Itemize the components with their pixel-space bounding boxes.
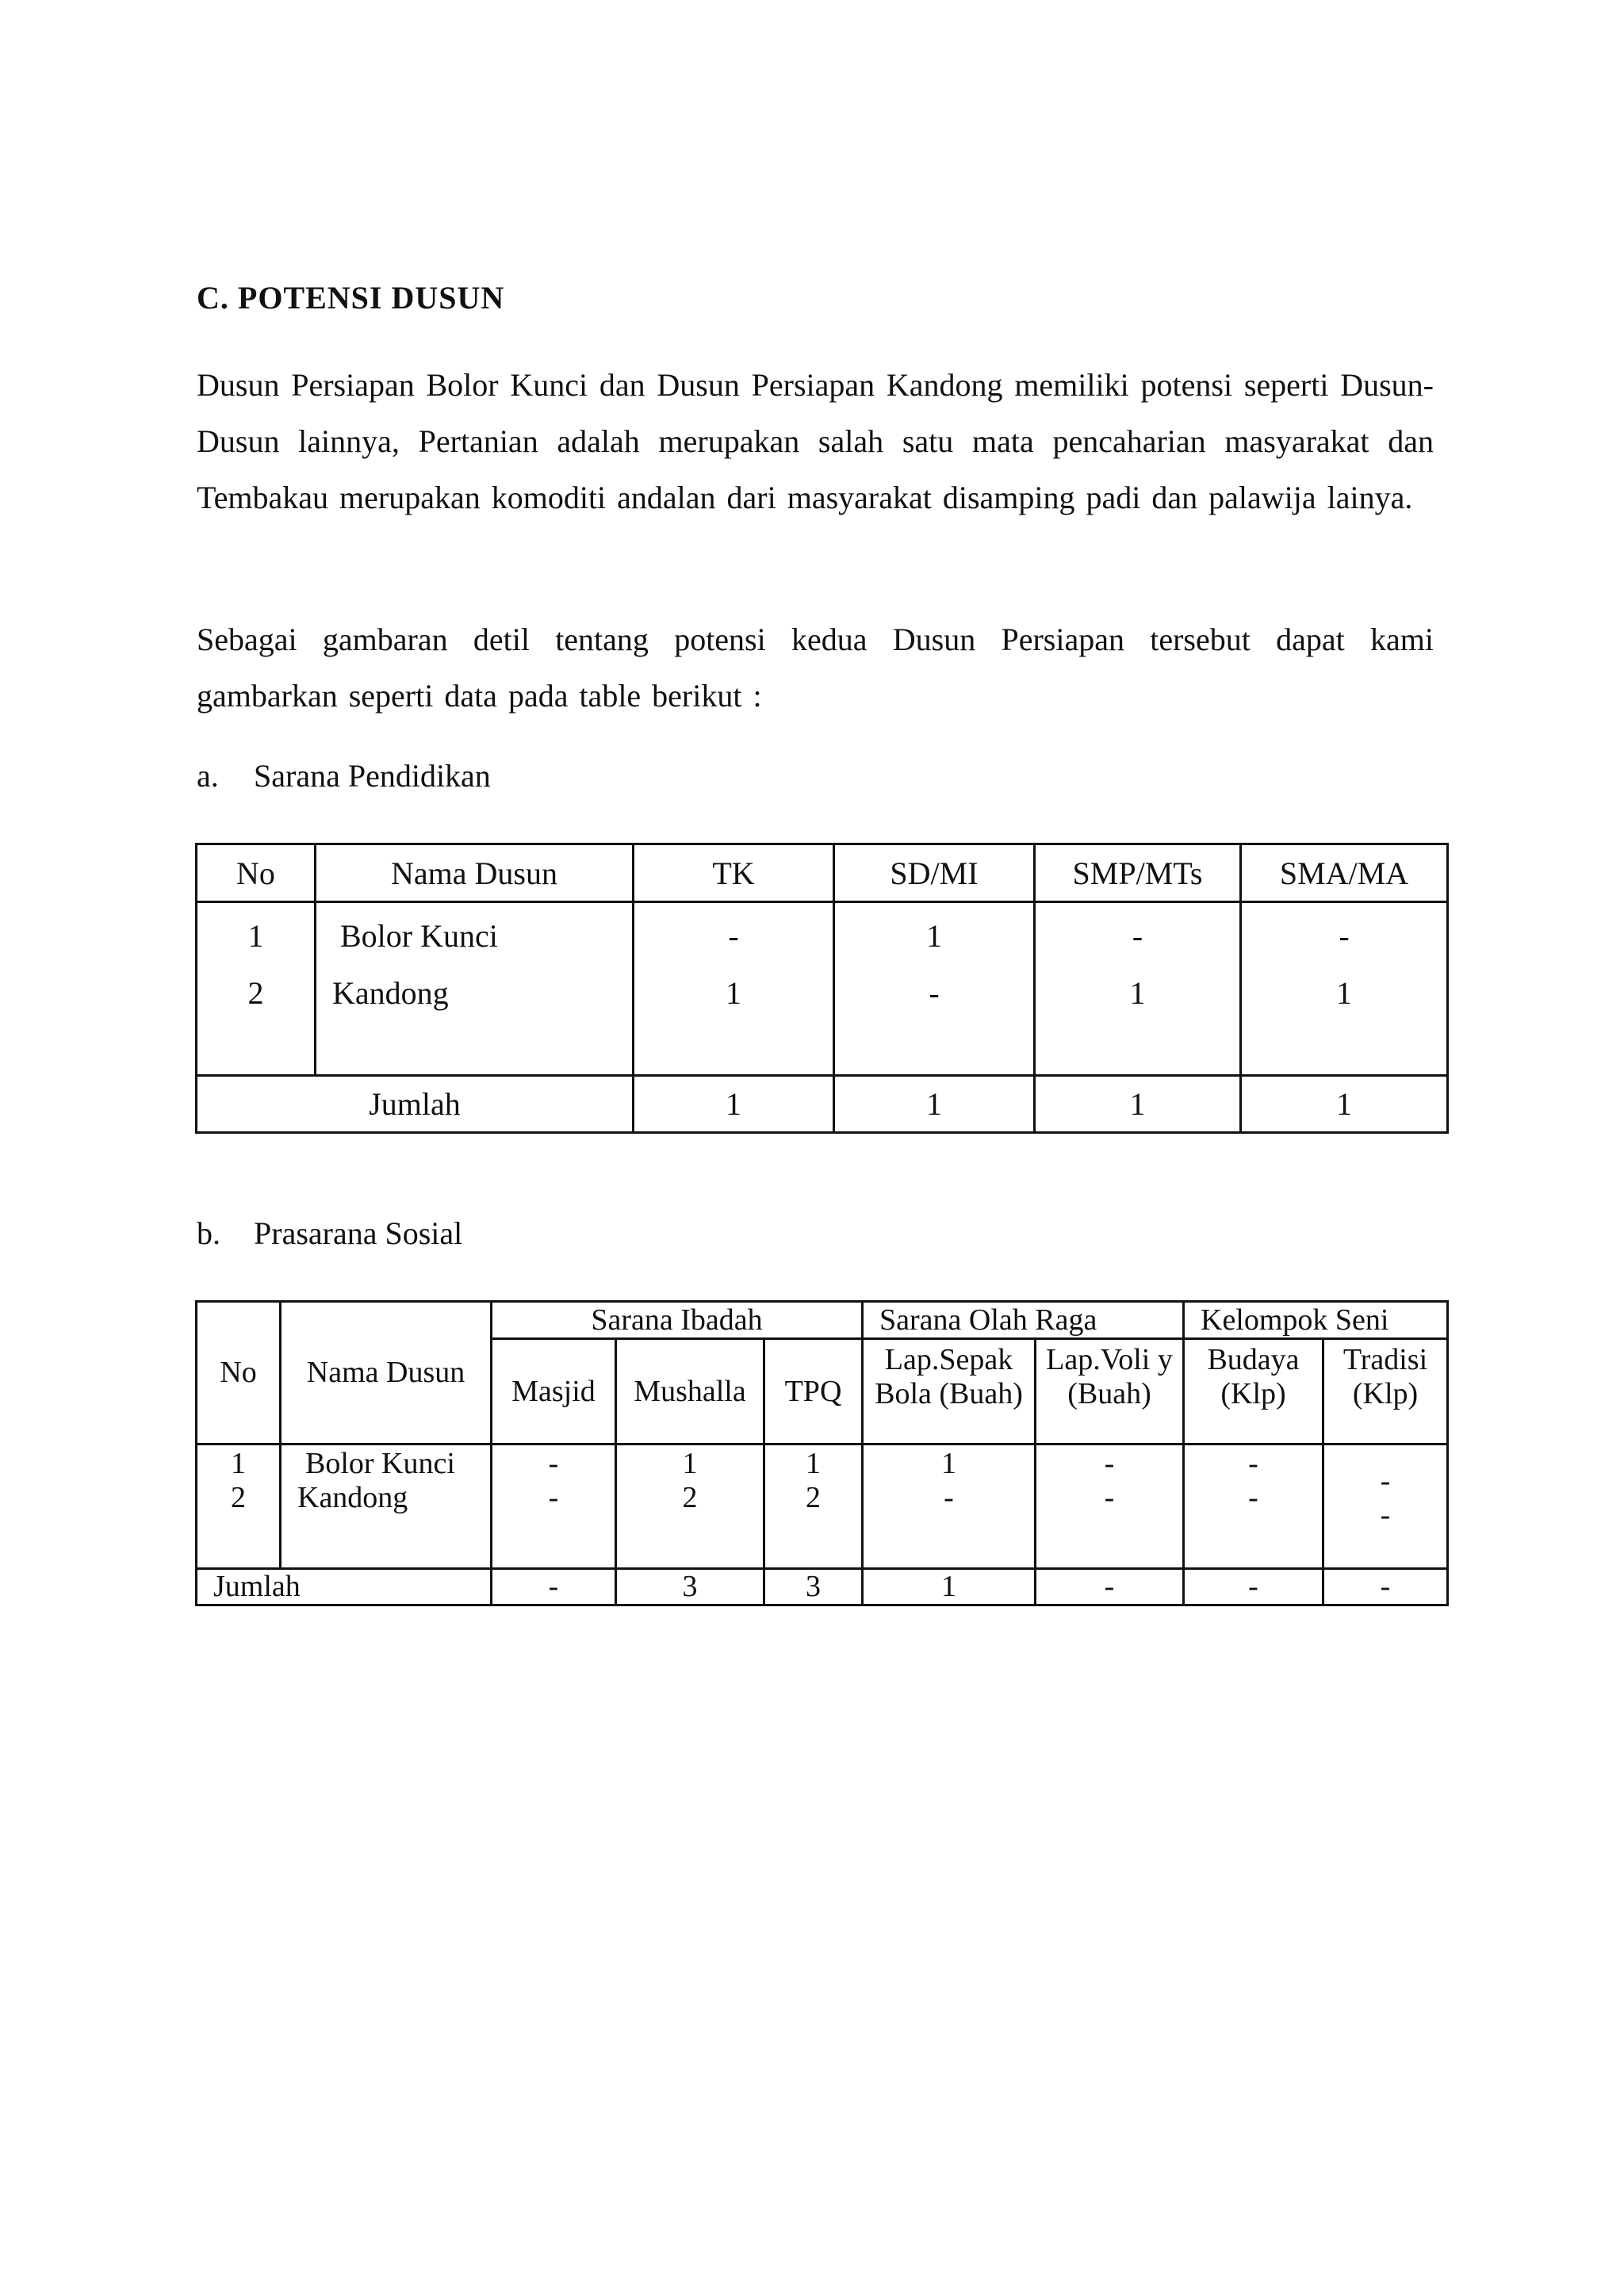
cell-nama-dusun bbox=[316, 902, 634, 1076]
total-label: Jumlah bbox=[197, 1076, 634, 1133]
table-sarana-pendidikan bbox=[195, 843, 1449, 1134]
subheading-label: a. bbox=[197, 758, 219, 794]
header-tpq: TPQ bbox=[764, 1339, 863, 1445]
cell-voli-2: - bbox=[1104, 1481, 1115, 1514]
cell-no-2: 2 bbox=[231, 1481, 246, 1514]
cell-sd-2: - bbox=[929, 975, 940, 1011]
cell-mushalla-1: 1 bbox=[682, 1447, 698, 1480]
cell-sepak-1: 1 bbox=[941, 1447, 956, 1480]
cell-tpq bbox=[764, 1445, 863, 1569]
paragraph-intro: Dusun Persiapan Bolor Kunci dan Dusun Persiapan Kandong memiliki potensi seperti Dusun-Dusun lainnya, Pertanian adalah merupakan salah satu mata pencaharian masyarakat dan Tembakau merupakan komoditi andalan dari masyarakat disamping padi dan palawija lainya. bbox=[197, 367, 1434, 515]
total-tk: 1 bbox=[634, 1076, 834, 1133]
cell-sma-2: 1 bbox=[1336, 975, 1352, 1011]
cell-budaya-2: - bbox=[1248, 1481, 1258, 1514]
total-label: Jumlah bbox=[197, 1569, 492, 1605]
subheading-label: b. bbox=[197, 1215, 220, 1251]
header-lap-sepak-bola: Lap.Sepak Bola (Buah) bbox=[863, 1339, 1036, 1445]
table-body-row bbox=[197, 1445, 1448, 1569]
cell-nama-dusun bbox=[281, 1445, 492, 1569]
total-tpq: 3 bbox=[764, 1569, 863, 1605]
cell-budaya-1: - bbox=[1248, 1447, 1258, 1480]
header-budaya: Budaya (Klp) bbox=[1184, 1339, 1323, 1445]
subheading-title: Prasarana Sosial bbox=[254, 1215, 463, 1251]
cell-sepak-2: - bbox=[944, 1481, 954, 1514]
table-group-header-row bbox=[197, 1302, 1448, 1339]
cell-tpq-2: 2 bbox=[806, 1481, 821, 1514]
header-sarana-ibadah: Sarana Ibadah bbox=[492, 1302, 863, 1339]
cell-sma-1: - bbox=[1339, 918, 1350, 954]
header-sarana-olah-raga: Sarana Olah Raga bbox=[863, 1302, 1184, 1339]
total-masjid: - bbox=[492, 1569, 616, 1605]
subheading-title: Sarana Pendidikan bbox=[254, 758, 491, 794]
header-nama-dusun: Nama Dusun bbox=[281, 1302, 492, 1445]
cell-mushalla-2: 2 bbox=[682, 1481, 698, 1514]
table-total-row bbox=[197, 1569, 1448, 1605]
header-mushalla: Mushalla bbox=[616, 1339, 764, 1445]
total-voli: - bbox=[1036, 1569, 1184, 1605]
cell-no bbox=[197, 1445, 281, 1569]
header-smp-mts: SMP/MTs bbox=[1035, 844, 1241, 902]
table-prasarana-sosial bbox=[195, 1300, 1449, 1606]
cell-sepak bbox=[863, 1445, 1036, 1569]
cell-no-1: 1 bbox=[247, 918, 264, 954]
cell-tk-1: - bbox=[728, 918, 739, 954]
paragraph-table-intro: Sebagai gambaran detil tentang potensi kedua Dusun Persiapan tersebut dapat kami gambarkan seperti data pada table berikut : bbox=[197, 622, 1434, 714]
cell-voli bbox=[1036, 1445, 1184, 1569]
total-smp: 1 bbox=[1035, 1076, 1241, 1133]
total-sd: 1 bbox=[834, 1076, 1035, 1133]
cell-sd-1: 1 bbox=[926, 918, 942, 954]
total-budaya: - bbox=[1184, 1569, 1323, 1605]
header-tk: TK bbox=[634, 844, 834, 902]
cell-smp bbox=[1035, 902, 1241, 1076]
total-sma: 1 bbox=[1241, 1076, 1448, 1133]
cell-smp-1: - bbox=[1132, 918, 1143, 954]
cell-voli-1: - bbox=[1104, 1447, 1115, 1480]
cell-tk-2: 1 bbox=[726, 975, 741, 1011]
header-sma-ma: SMA/MA bbox=[1241, 844, 1448, 902]
cell-name-1: Bolor Kunci bbox=[340, 918, 498, 954]
cell-name-2: Kandong bbox=[332, 975, 449, 1011]
cell-name-1: Bolor Kunci bbox=[305, 1447, 455, 1480]
cell-no bbox=[197, 902, 316, 1076]
cell-mushalla bbox=[616, 1445, 764, 1569]
cell-tradisi-2: - bbox=[1380, 1498, 1391, 1532]
cell-name-2: Kandong bbox=[297, 1481, 408, 1514]
total-mushalla: 3 bbox=[616, 1569, 764, 1605]
subheading-sarana-pendidikan bbox=[197, 757, 491, 794]
cell-budaya bbox=[1184, 1445, 1323, 1569]
cell-tk bbox=[634, 902, 834, 1076]
header-no: No bbox=[197, 1302, 281, 1445]
table-body-row bbox=[197, 902, 1448, 1076]
table-header-row bbox=[197, 844, 1448, 902]
cell-tradisi bbox=[1323, 1445, 1448, 1569]
total-sepak: 1 bbox=[863, 1569, 1036, 1605]
cell-tpq-1: 1 bbox=[806, 1447, 821, 1480]
table-total-row bbox=[197, 1076, 1448, 1133]
header-nama-dusun: Nama Dusun bbox=[316, 844, 634, 902]
cell-tradisi-1: - bbox=[1380, 1464, 1391, 1498]
header-no: No bbox=[197, 844, 316, 902]
header-sd-mi: SD/MI bbox=[834, 844, 1035, 902]
cell-masjid-2: - bbox=[548, 1481, 559, 1514]
cell-sma bbox=[1241, 902, 1448, 1076]
subheading-prasarana-sosial bbox=[197, 1215, 462, 1252]
header-kelompok-seni: Kelompok Seni bbox=[1184, 1302, 1448, 1339]
cell-masjid bbox=[492, 1445, 616, 1569]
section-heading: C. POTENSI DUSUN bbox=[197, 280, 505, 316]
total-tradisi: - bbox=[1323, 1569, 1448, 1605]
cell-no-1: 1 bbox=[231, 1447, 246, 1480]
cell-smp-2: 1 bbox=[1129, 975, 1146, 1011]
cell-sd bbox=[834, 902, 1035, 1076]
header-lap-voli: Lap.Voli y (Buah) bbox=[1036, 1339, 1184, 1445]
header-tradisi: Tradisi (Klp) bbox=[1323, 1339, 1448, 1445]
header-masjid: Masjid bbox=[492, 1339, 616, 1445]
cell-no-2: 2 bbox=[247, 975, 264, 1011]
cell-masjid-1: - bbox=[548, 1447, 559, 1480]
